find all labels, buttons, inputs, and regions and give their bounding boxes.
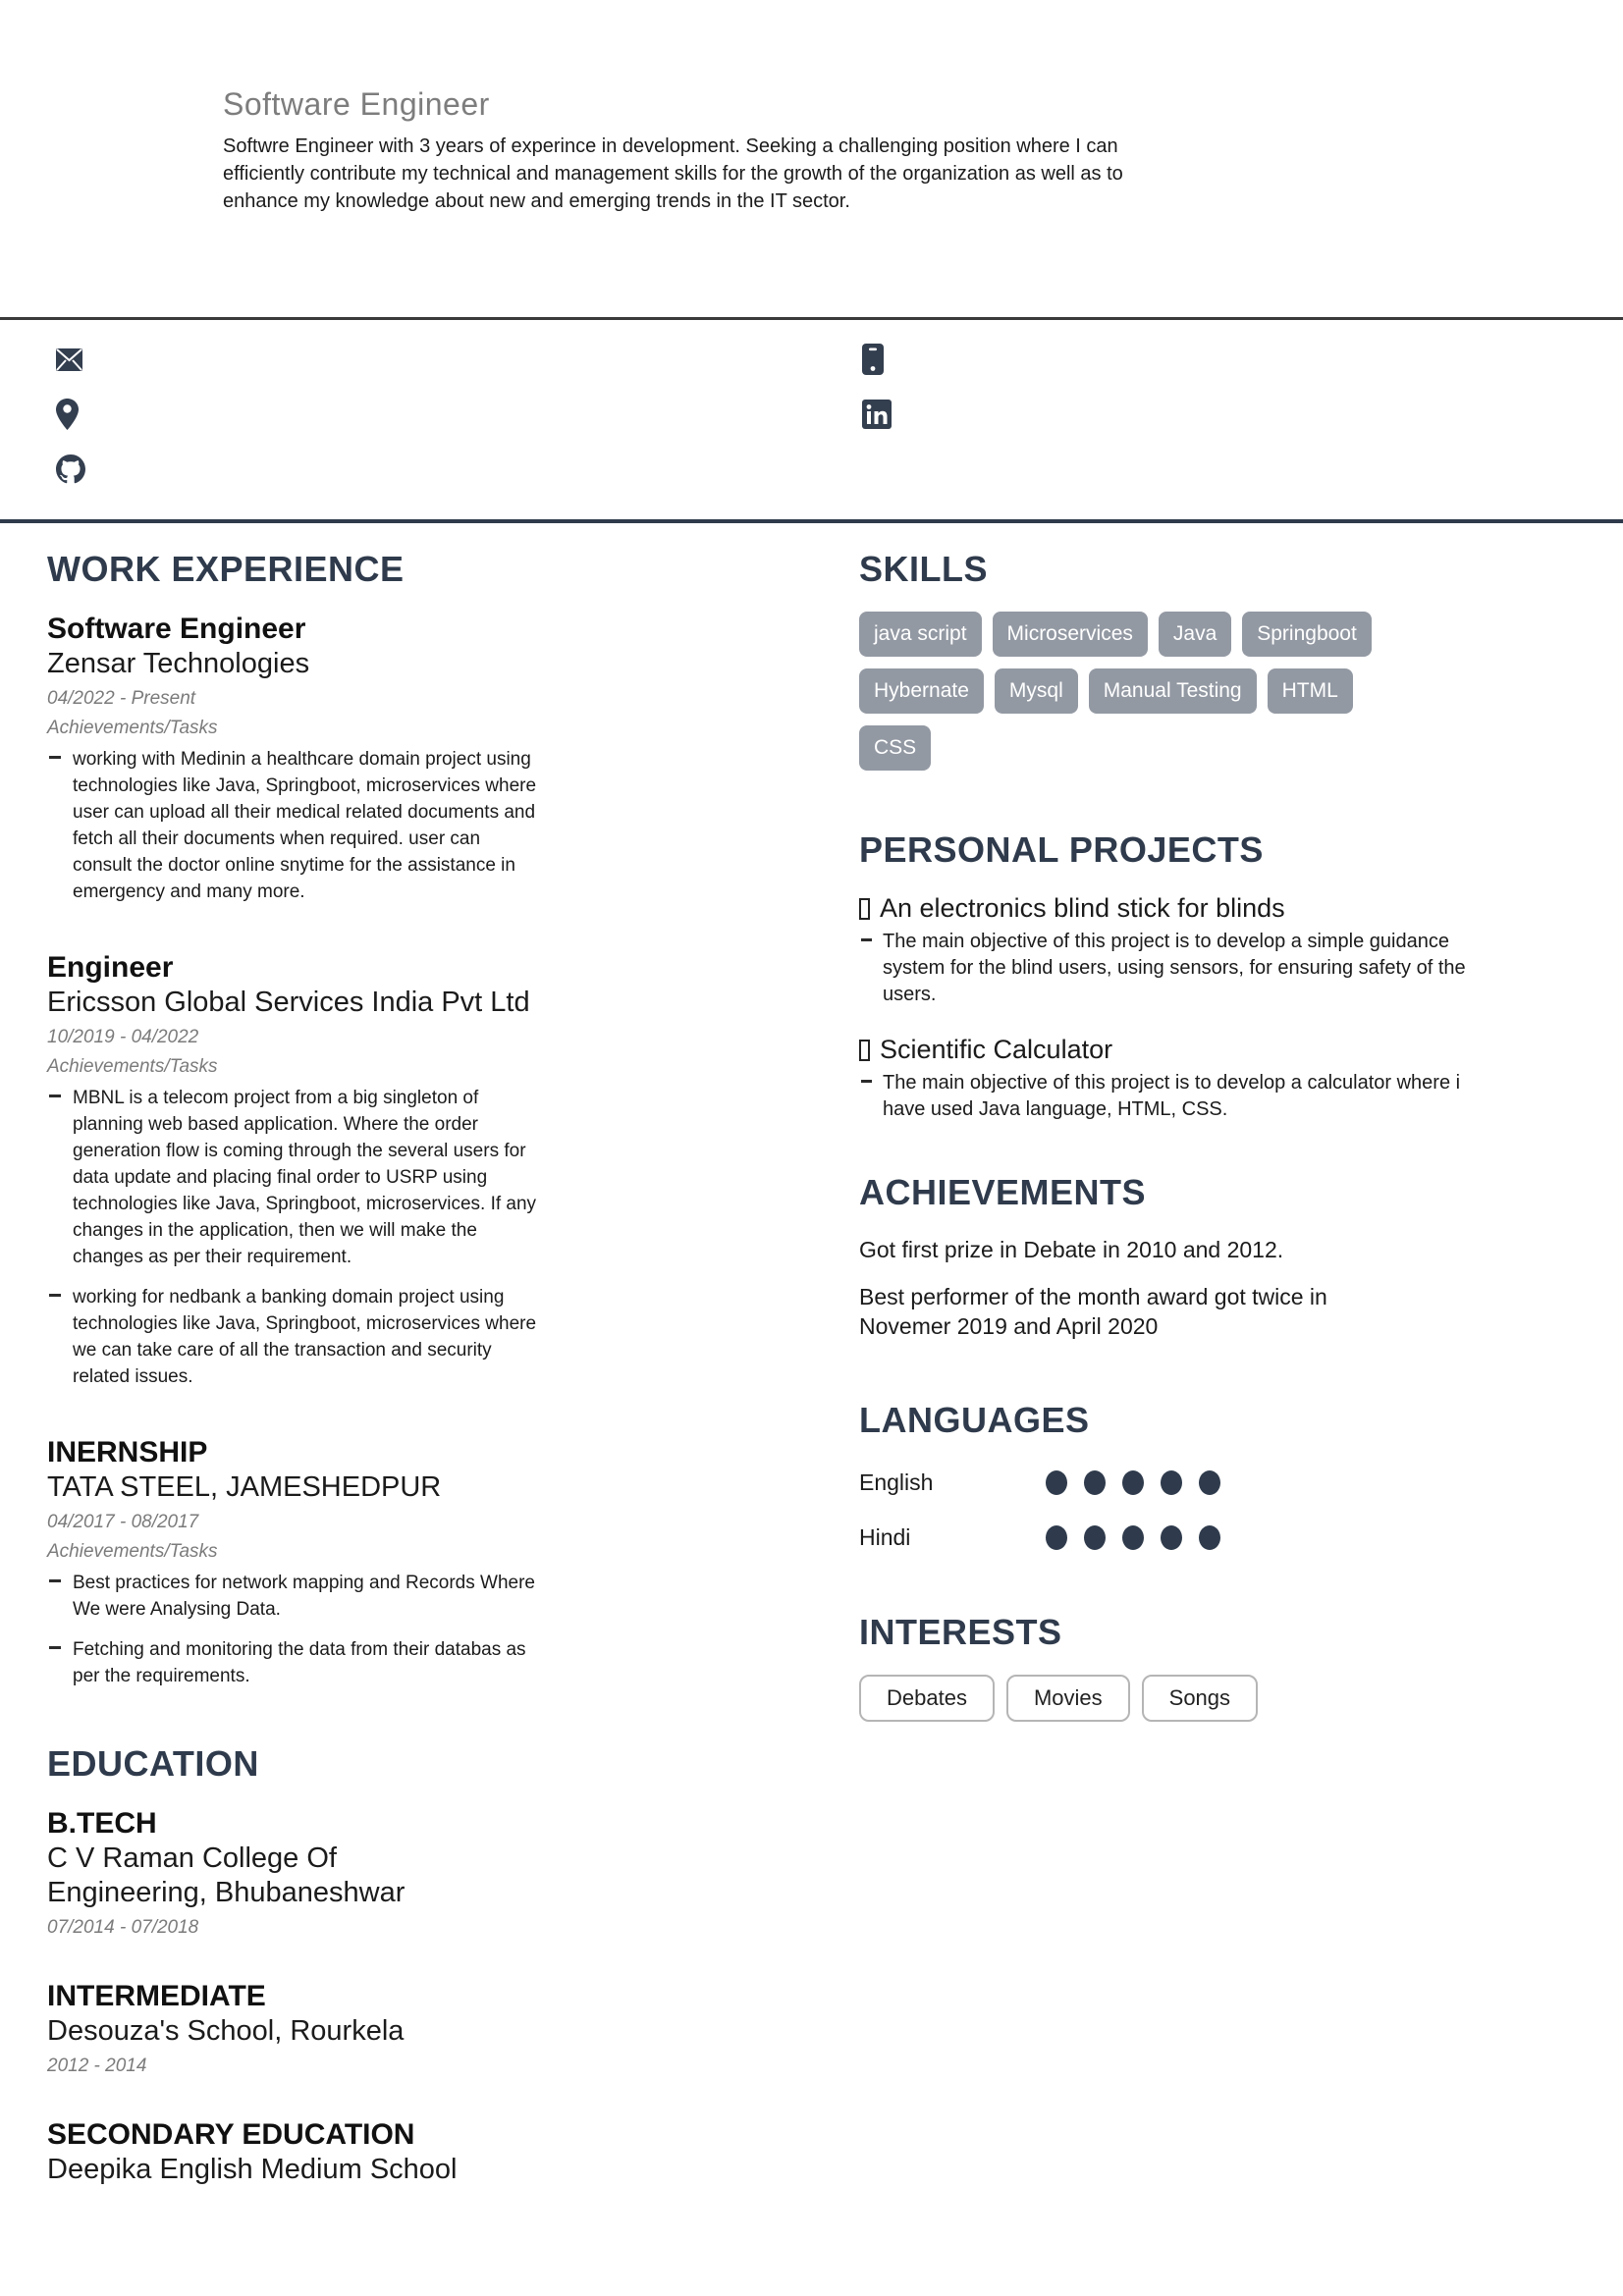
contact-col-left [56,332,862,497]
personal-projects-section [859,829,1576,1123]
interest-chip: Songs [1142,1675,1258,1722]
job-title: INERNSHIP [47,1436,208,1468]
skill-pill: CSS [859,725,931,771]
job-title: Engineer [47,951,174,984]
job-bullet-list [47,1570,543,1689]
dash-bullet-icon [49,1646,61,1649]
skill-pill: Java [1159,612,1231,657]
skill-pill: Hybernate [859,668,984,714]
level-dot-icon [1046,1525,1067,1550]
job-dates: 04/2017 - 08/2017 [47,1512,199,1532]
project-bullet-text: The main objective of this project is to develop a simple guidance system for the blind users, using sensors, for ensuring safety of the users. [883,931,1466,1005]
work-experience-section [47,549,776,1689]
missing-glyph-icon [859,1040,870,1061]
project-bullet-list [859,1070,1502,1123]
project-bullet-text: The main objective of this project is to develop a calculator where i have used Java language, HTML, CSS. [883,1072,1461,1120]
interest-chip: Movies [1006,1675,1130,1722]
job-company: Zensar Technologies [47,648,310,679]
achievement-item: Best performer of the month award got twice in Novemer 2019 and April 2020 [859,1284,1327,1339]
job-title: Software Engineer [47,613,306,645]
linkedin-icon[interactable] [862,400,892,429]
language-row [859,1463,1576,1502]
skill-pill: Springboot [1242,612,1372,657]
level-dot-icon [1161,1525,1182,1550]
education-school: C V Raman College Of Engineering, Bhubaneshwar [47,1842,406,1908]
education-heading: EDUCATION [47,1743,259,1784]
interest-chip: Debates [859,1675,995,1722]
job-bullet-text: Fetching and monitoring the data from their databas as per the requirements. [73,1639,526,1686]
contact-row-github [56,442,862,497]
job-entry [47,1435,776,1689]
phone-icon[interactable] [862,344,884,375]
skill-pill: java script [859,612,982,657]
project-title-row [859,1034,1576,1066]
education-entry [47,1806,776,1940]
dash-bullet-icon [49,1294,61,1297]
project-title: Scientific Calculator [880,1035,1113,1064]
achievement-item: Got first prize in Debate in 2010 and 2012. [859,1237,1284,1262]
contact-row-phone [862,332,1623,387]
languages-section [859,1400,1576,1557]
education-section [47,1743,776,2187]
job-tasks-label: Achievements/Tasks [47,718,218,738]
interests-section [859,1612,1576,1722]
skills-section [859,549,1576,771]
job-bullet [47,1284,543,1390]
education-school: Deepika English Medium School [47,2154,458,2185]
skill-pill: HTML [1268,668,1353,714]
job-dates: 04/2022 - Present [47,688,196,709]
achievements-heading: ACHIEVEMENTS [859,1172,1147,1212]
job-bullet [47,1636,543,1689]
left-column [47,549,776,2226]
level-dot-icon [1046,1470,1067,1495]
personal-projects-heading: PERSONAL PROJECTS [859,829,1264,870]
skill-pill: Mysql [995,668,1078,714]
summary-text: Softwre Engineer with 3 years of experince in development. Seeking a challenging position where I can efficiently contribute my technical and management skills for the growth of the organization as well as to enhance my knowledge about new and emerging trends in the IT sector. [223,135,1123,212]
project-title-row [859,892,1576,925]
language-name: Hindi [859,1523,911,1550]
education-entry [47,1979,776,2078]
job-tasks-label: Achievements/Tasks [47,1541,218,1562]
job-company: TATA STEEL, JAMESHEDPUR [47,1471,442,1503]
education-school: Desouza's School, Rourkela [47,2015,405,2047]
level-dot-icon [1199,1470,1220,1495]
languages-heading: LANGUAGES [859,1400,1090,1440]
job-bullet-text: working with Medinin a healthcare domain project using technologies like Java, Springboot, microservices where user can upload all their medical related documents and fetch all their documents when required. user can consult the doctor online snytime for the assistance in emergency and many more. [73,749,537,902]
job-entry [47,612,776,905]
language-row [859,1518,1576,1557]
achievements-section [859,1172,1576,1341]
job-bullet-list [47,746,543,905]
level-dot-icon [1084,1470,1106,1495]
education-dates: 07/2014 - 07/2018 [47,1917,199,1938]
work-experience-heading: WORK EXPERIENCE [47,549,405,589]
dash-bullet-icon [49,1579,61,1582]
project-entry [859,1034,1576,1123]
project-entry [859,892,1576,1008]
header [0,0,1623,215]
contact-row-linkedin [862,387,1623,442]
job-bullet [47,1570,543,1623]
project-bullet [859,929,1502,1008]
education-degree: B.TECH [47,1807,157,1840]
project-title: An electronics blind stick for blinds [880,893,1285,923]
contact-col-right [862,332,1623,497]
education-degree: INTERMEDIATE [47,1980,266,2012]
contact-row-location [56,387,862,442]
job-tasks-label: Achievements/Tasks [47,1056,218,1077]
job-dates: 10/2019 - 04/2022 [47,1027,199,1047]
email-icon[interactable] [56,348,82,371]
job-bullet [47,1085,543,1270]
dash-bullet-icon [861,1080,872,1083]
skills-heading: SKILLS [859,549,989,589]
github-icon[interactable] [56,454,85,484]
skill-pill: Manual Testing [1089,668,1257,714]
job-bullet-list [47,1085,543,1390]
skill-pill: Microservices [993,612,1148,657]
dash-bullet-icon [49,756,61,759]
job-bullet-text: Best practices for network mapping and Records Where We were Analysing Data. [73,1573,535,1620]
education-entry [47,2117,776,2187]
right-column [859,549,1576,2226]
job-bullet [47,746,543,905]
dash-bullet-icon [49,1095,61,1097]
job-entry [47,950,776,1390]
job-bullet-text: working for nedbank a banking domain project using technologies like Java, Springboot, microservices where we can take care of all the transaction and security related issues. [73,1287,537,1387]
education-degree: SECONDARY EDUCATION [47,2118,415,2151]
interest-chip-list [859,1675,1576,1722]
level-dot-icon [1122,1525,1144,1550]
education-dates: 2012 - 2014 [47,2056,147,2076]
language-level-dots [1046,1525,1220,1550]
contact-row-email [56,332,862,387]
contact-section [0,320,1623,497]
language-name: English [859,1468,934,1495]
project-bullet [859,1070,1502,1123]
job-company: Ericsson Global Services India Pvt Ltd [47,987,530,1018]
level-dot-icon [1161,1470,1182,1495]
missing-glyph-icon [859,898,870,920]
job-bullet-text: MBNL is a telecom project from a big singleton of planning web based application. Where the order generation flow is coming through the several users for data update and placing final order to USRP using technologies like Java, Springboot, microservices. If any changes in the application, then we will make the changes as per their requirement. [73,1088,537,1267]
location-pin-icon[interactable] [56,399,79,430]
project-bullet-list [859,929,1502,1008]
level-dot-icon [1084,1525,1106,1550]
level-dot-icon [1122,1470,1144,1495]
dash-bullet-icon [861,938,872,941]
level-dot-icon [1199,1525,1220,1550]
interests-heading: INTERESTS [859,1612,1062,1652]
skills-pill-list [859,612,1409,771]
main-columns [0,523,1623,2226]
page-title: Software Engineer [223,86,490,122]
language-level-dots [1046,1470,1220,1495]
